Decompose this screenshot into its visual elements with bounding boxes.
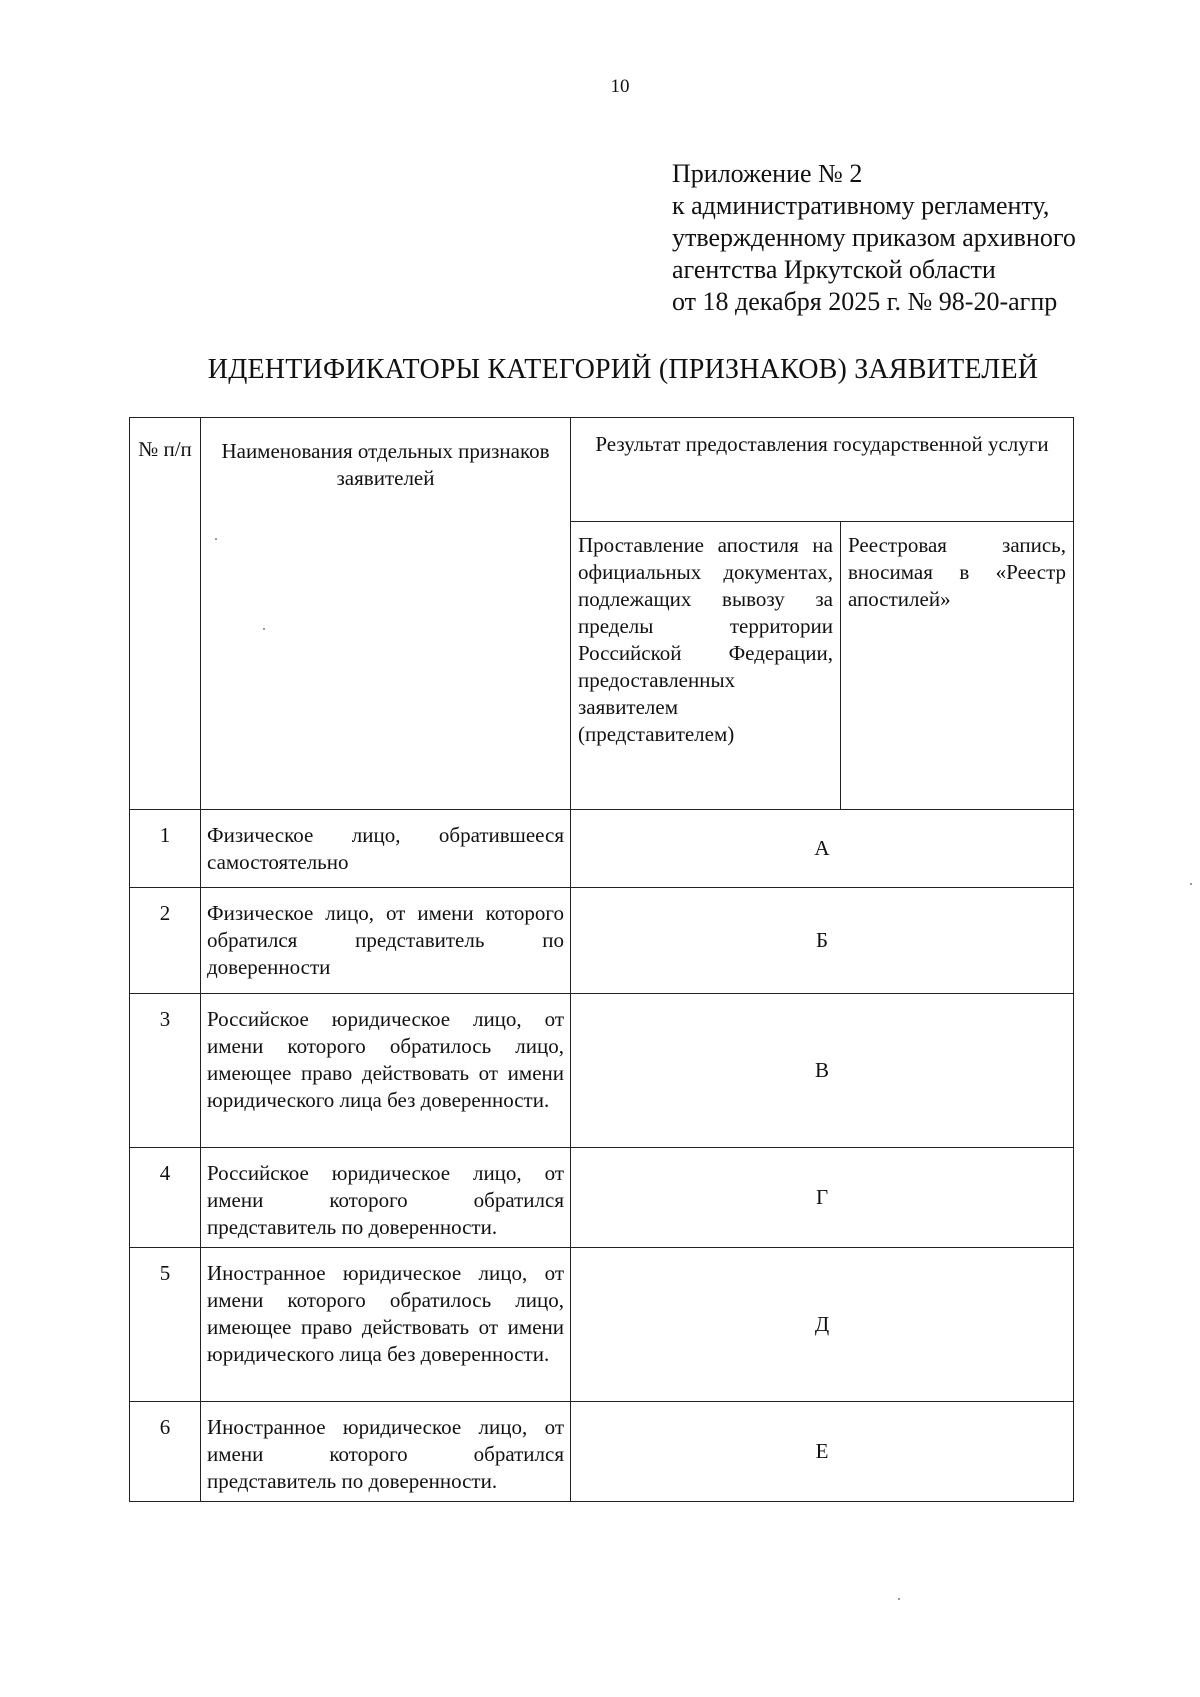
- row-number: 1: [130, 810, 201, 888]
- row-category: Физическое лицо, обратившееся самостоятельно: [201, 810, 571, 888]
- row-code: Е: [571, 1402, 1074, 1502]
- header-result-cell: Результат предоставления государственной услуги: [571, 418, 1074, 522]
- appendix-line: к административному регламенту,: [672, 191, 1050, 220]
- row-number: 6: [130, 1402, 201, 1502]
- appendix-line: Приложение № 2: [672, 159, 863, 188]
- row-number: 5: [130, 1248, 201, 1402]
- table-row: [130, 888, 1074, 994]
- appendix-header: [672, 158, 1076, 318]
- table-row: [130, 810, 1074, 888]
- page-number: 10: [610, 76, 630, 97]
- row-category: Физическое лицо, от имени которого обратился представитель по доверенности: [201, 888, 571, 994]
- row-code: Г: [571, 1148, 1074, 1248]
- scan-speck: [1190, 883, 1192, 885]
- table-row: [130, 1248, 1074, 1402]
- row-code: Б: [571, 888, 1074, 994]
- row-number: 4: [130, 1148, 201, 1248]
- appendix-line: утвержденному приказом архивного: [672, 223, 1076, 252]
- row-number: 2: [130, 888, 201, 994]
- scan-speck: [263, 628, 265, 630]
- row-code: Д: [571, 1248, 1074, 1402]
- table-row: [130, 994, 1074, 1148]
- scan-speck: [898, 1598, 900, 1600]
- appendix-line: агентства Иркутской области: [672, 255, 996, 284]
- appendix-line: от 18 декабря 2025 г. № 98-20-агпр: [672, 287, 1058, 316]
- scan-speck: [215, 538, 217, 540]
- document-title: ИДЕНТИФИКАТОРЫ КАТЕГОРИЙ (ПРИЗНАКОВ) ЗАЯВИТЕЛЕЙ: [207, 354, 1039, 385]
- row-code: В: [571, 994, 1074, 1148]
- header-name-cell: Наименования отдельных признаков заявителей: [201, 418, 571, 810]
- row-code: А: [571, 810, 1074, 888]
- row-category: Российское юридическое лицо, от имени которого обратилось лицо, имеющее право действовать от имени юридического лица без доверенности.: [201, 994, 571, 1148]
- applicant-categories-table: [129, 417, 1074, 1502]
- table-row: [130, 1402, 1074, 1502]
- row-category: Иностранное юридическое лицо, от имени которого обратилось лицо, имеющее право действовать от имени юридического лица без доверенности.: [201, 1248, 571, 1402]
- row-number: 3: [130, 994, 201, 1148]
- row-category: Иностранное юридическое лицо, от имени которого обратился представитель по доверенности.: [201, 1402, 571, 1502]
- header-registry-cell: Реестровая запись, вносимая в «Реестр апостилей»: [841, 522, 1074, 810]
- table-row: [130, 1148, 1074, 1248]
- header-apostille-cell: Проставление апостиля на официальных документах, подлежащих вывозу за пределы территории Российской Федерации, предоставленных заявителем (представителем): [571, 522, 841, 810]
- row-category: Российское юридическое лицо, от имени которого обратился представитель по доверенности.: [201, 1148, 571, 1248]
- header-number-cell: № п/п: [130, 418, 201, 810]
- table-header-row: [130, 418, 1074, 522]
